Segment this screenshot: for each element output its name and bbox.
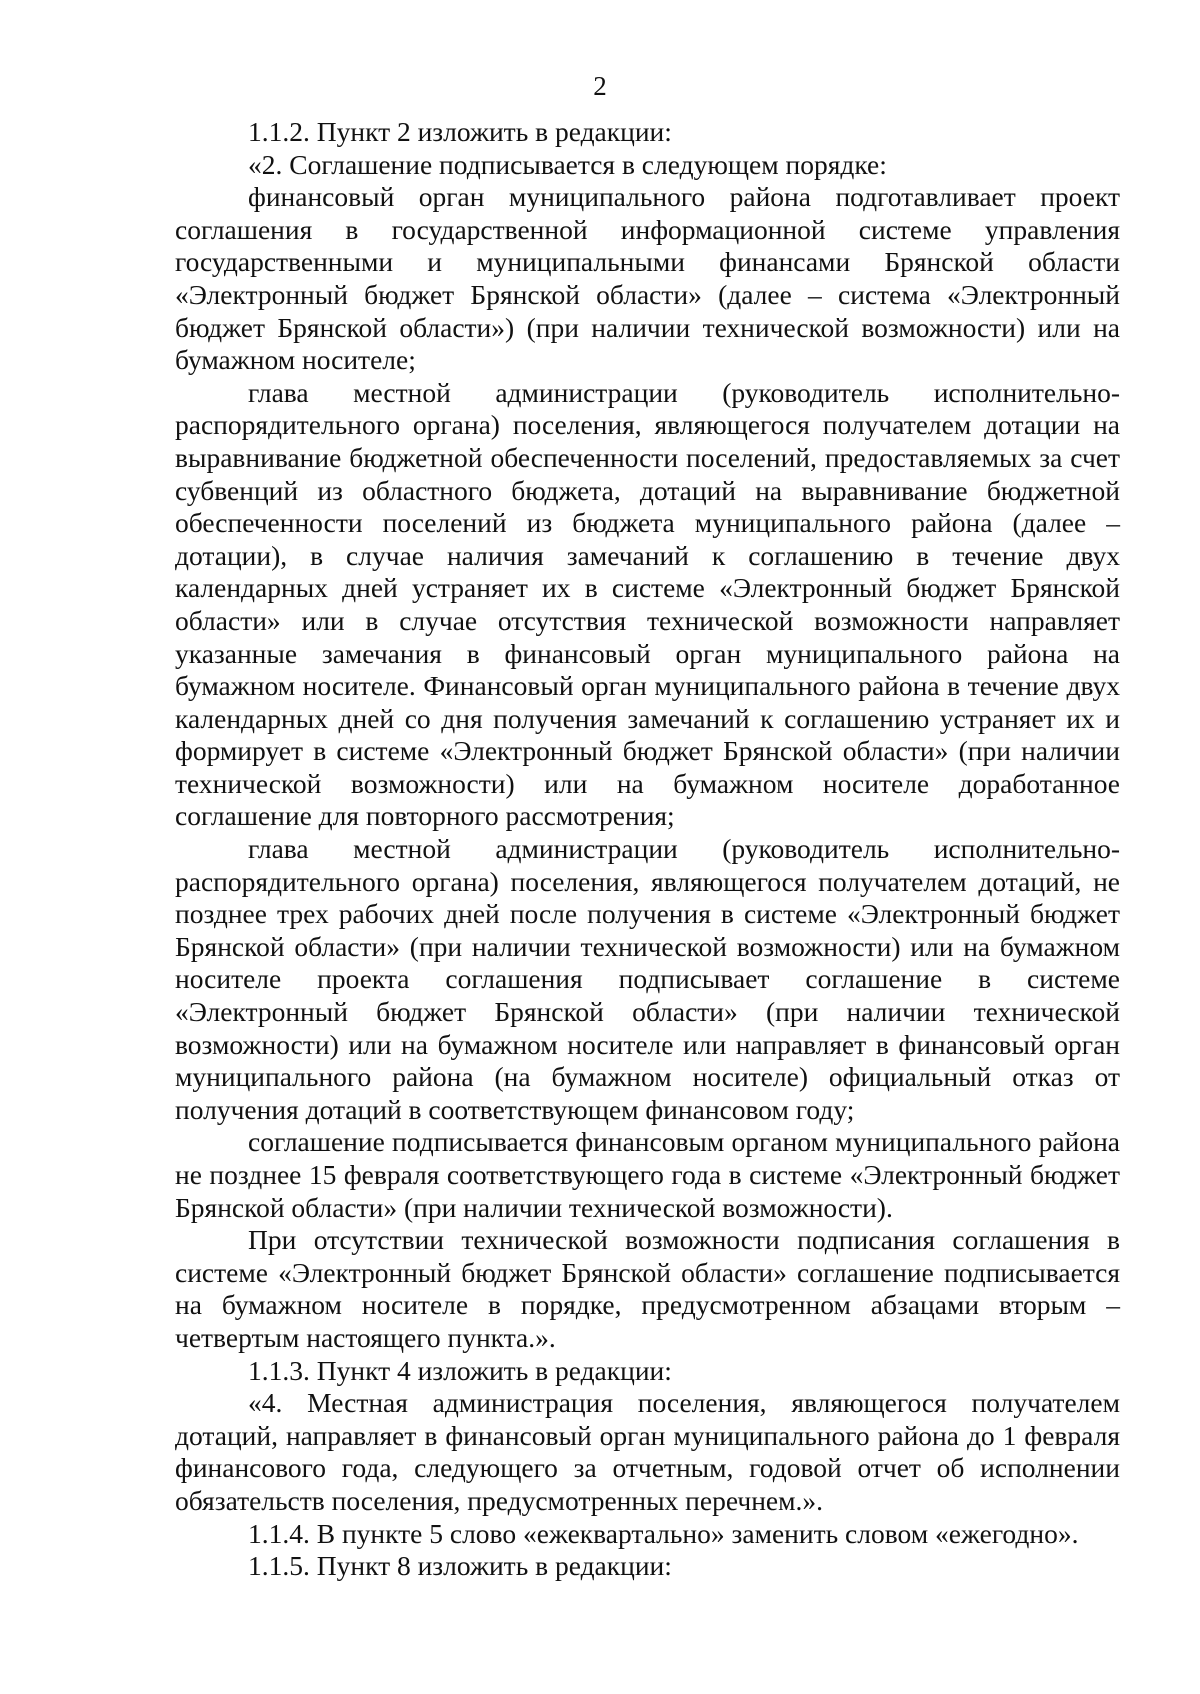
paragraph-paper-signing: При отсутствии технической возможности подписания соглашения в системе «Электронный бюджет Брянской области» соглашение подписывается на бумажном носителе в порядке, предусмотренном абзацами вторым – четвертым настоящего пункта.». <box>175 1224 1120 1353</box>
paragraph-signing-order-intro: «2. Соглашение подписывается в следующем порядке: <box>248 148 887 180</box>
paragraph-1-1-4: 1.1.4. В пункте 5 слово «ежеквартально» заменить словом «ежегодно». <box>248 1517 1079 1549</box>
paragraph-finance-body-signs: соглашение подписывается финансовым органом муниципального района не позднее 15 февраля соответствующего года в системе «Электронный бюджет Брянской области» (при наличии технической возможности). <box>175 1126 1120 1223</box>
paragraph-1-1-5: 1.1.5. Пункт 8 изложить в редакции: <box>248 1550 672 1582</box>
page-number: 2 <box>593 71 607 101</box>
paragraph-finance-body-prepares: финансовый орган муниципального района подготавливает проект соглашения в государственной информационной системе управления государственными и муниципальными финансами Брянской области «Электронный бюджет Брянской области» (далее – система «Электронный бюджет Брянской области») (при наличии технической возможности) или на бумажном носителе; <box>175 181 1120 376</box>
paragraph-1-1-2: 1.1.2. Пункт 2 изложить в редакции: <box>248 116 672 147</box>
document-body <box>175 116 1120 1583</box>
paragraph-1-1-3: 1.1.3. Пункт 4 изложить в редакции: <box>248 1354 672 1386</box>
paragraph-head-signs: глава местной администрации (руководитель исполнительно-распорядительного органа) поселения, являющегося получателем дотаций, не позднее трех рабочих дней после получения в системе «Электронный бюджет Брянской области» (при наличии технической возможности) или на бумажном носителе проекта соглашения подписывает соглашение в системе «Электронный бюджет Брянской области» (при наличии технической возможности) или на бумажном носителе или направляет в финансовый орган муниципального района (на бумажном носителе) официальный отказ от получения дотаций в соответствующем финансовом году; <box>175 833 1120 1125</box>
paragraph-annual-report: «4. Местная администрация поселения, являющегося получателем дотаций, направляет в финансовый орган муниципального района до 1 февраля финансового года, следующего за отчетным, годовой отчет об исполнении обязательств поселения, предусмотренных перечнем.». <box>175 1387 1120 1516</box>
paragraph-remarks-handling: глава местной администрации (руководитель исполнительно-распорядительного органа) поселения, являющегося получателем дотации на выравнивание бюджетной обеспеченности поселений, предоставляемых за счет субвенций из областного бюджета, дотаций на выравнивание бюджетной обеспеченности поселений из бюджета муниципального района (далее – дотации), в случае наличия замечаний к соглашению в течение двух календарных дней устраняет их в системе «Электронный бюджет Брянской области» или в случае отсутствия технической возможности направляет указанные замечания в финансовый орган муниципального района на бумажном носителе. Финансовый орган муниципального района в течение двух календарных дней со дня получения замечаний к соглашению устраняет их и формирует в системе «Электронный бюджет Брянской области» (при наличии технической возможности) или на бумажном носителе доработанное соглашение для повторного рассмотрения; <box>175 376 1120 832</box>
